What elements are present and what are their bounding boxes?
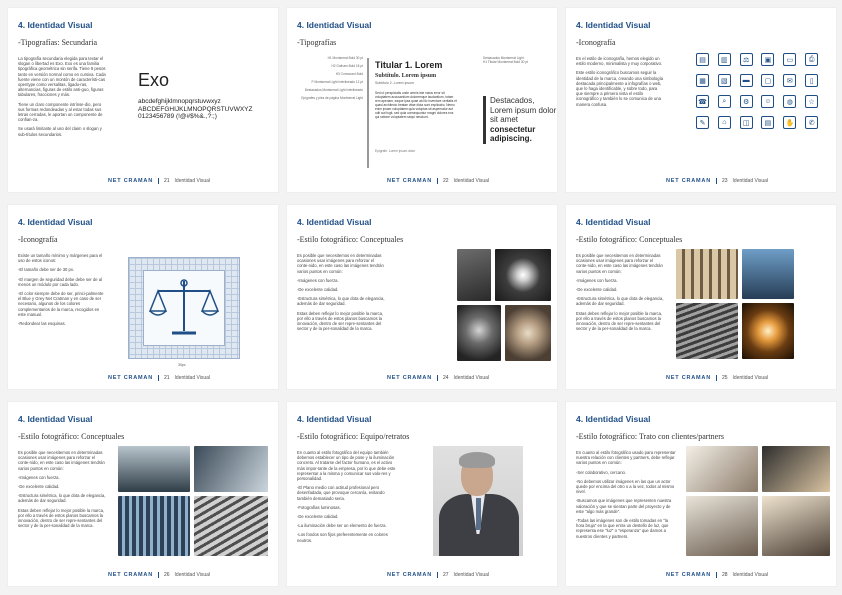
page-title: 4. Identidad Visual xyxy=(18,217,93,227)
brand-logo: NET CRAMAN xyxy=(108,375,153,381)
paragraph: Se usará limitante al uso del claim o slogan y sub-títulos secundarios. xyxy=(18,126,102,137)
page-tipografias xyxy=(287,8,557,192)
type-spec-label: H2 Gotham Bold 18 pt xyxy=(331,64,363,68)
sample-paragraph: Sed ut perspiciatis unde omnis iste natus error sit voluptatem accusantium doloremque laudantium, totam rem aperiam, eaque ipsa quae ab illo inventore veritatis et quasi architecto beatae vitae dicta sunt explicabo. Nemo enim ipsam voluptatem quia voluptas sit aspernatur aut odit aut fugit, sed quia consequuntur magni dolores eos qui ratione voluptatem sequi nesciunt. xyxy=(375,91,457,119)
doc-icon: ▤ xyxy=(696,53,709,66)
page-estilo-fotografico-3 xyxy=(8,402,278,586)
highlight-sample xyxy=(483,96,557,144)
clipboard-icon: ▤ xyxy=(761,116,774,129)
scale-icon xyxy=(144,271,224,345)
page-title: 4. Identidad Visual xyxy=(297,414,372,424)
page-subtitle: -Estilo fotográfico: Conceptuales xyxy=(576,235,683,244)
section-name: Identidad Visual xyxy=(732,572,769,578)
page-subtitle: -Tipografías xyxy=(297,38,337,47)
page-title: 4. Identidad Visual xyxy=(576,217,651,227)
body-text xyxy=(576,56,664,111)
body-text xyxy=(18,56,106,141)
icon-safe-area xyxy=(143,270,225,346)
paragraph: Este estilo iconográfico buscamos seguir la identidad de la marca, creando una simbología destacada principalmente a infografías o web, que lo haga identificable, y sobre todo, para que siempre a primera vista el estilo iconográfico y también lo se comunica de una manera confusa. xyxy=(576,70,664,107)
scale-icon: ⚖ xyxy=(740,53,753,66)
photo-tower xyxy=(194,446,268,492)
type-spec-label: Epígrafes y pies de página Montserrat Light xyxy=(301,96,363,100)
page-footer xyxy=(108,375,210,381)
divider xyxy=(437,572,438,578)
page-title: 4. Identidad Visual xyxy=(18,414,93,424)
page-footer xyxy=(108,572,210,578)
highlight-text: Destacados, Lorem ipsum dolor sit amet xyxy=(490,96,557,124)
brand-logo: NET CRAMAN xyxy=(666,375,711,381)
page-iconografia-reglas xyxy=(8,205,278,389)
chat-icon: ✆ xyxy=(805,116,818,129)
paragraph: -De excelente calidad. xyxy=(297,514,339,520)
page-subtitle: -Estilo fotográfico: Conceptuales xyxy=(18,432,125,441)
brand-logo: NET CRAMAN xyxy=(108,572,153,578)
paragraph: La tipografía secundaria elegida para textar el slogan o libertad es Exo. Exo es una familia tipográfica geométrica sin serifa. Tiene 9 pesos tanto en versión normal como en cursiva. Cada fuente viene con un montón de característi-cas opentype como versalitas, ligadu-ras, alternancias, figuras de estilo anti-guo, figuras tabulares, fracciones y más. xyxy=(18,56,106,98)
type-spec-labels xyxy=(297,56,363,104)
section-name: Identidad Visual xyxy=(732,178,769,184)
paragraph: Es posible que necesitemos en determinadas ocasiones usar imágenes para reforzar el conte-nido, en este caso las imágenes tendrán varios puntos en común: xyxy=(576,253,663,274)
type-spec-label: P Montserrat Light Interlineado 12 pt xyxy=(311,80,363,84)
body-text xyxy=(18,253,106,330)
paragraph: En cuanto al estilo fotográfico usado para representar nuestra relación con clientes y partners, debe reflejar varios puntos en común: xyxy=(576,450,676,466)
handshake-icon: ✋ xyxy=(783,116,796,129)
divider xyxy=(158,572,159,578)
type-spec-label: H3 Cormorant Bold xyxy=(335,72,363,76)
paragraph: -Fotografías luminosas. xyxy=(297,504,341,510)
paragraph: -No debemos utilizar imágenes en las que un actor quede por encima del otro o a la vez, todos al mismo nivel. xyxy=(576,478,675,495)
paragraph: -Buscamos que imágenes que representen nuestra valoración y que se sientan parte del proyecto y de este "algo más grande". xyxy=(576,498,672,514)
globe-icon: ◍ xyxy=(783,95,796,108)
page-title: 4. Identidad Visual xyxy=(297,20,372,30)
page-subtitle: -Iconografía xyxy=(576,38,616,47)
body-text xyxy=(297,450,397,547)
sample-subheading: Subtítulo. Lorem ipsum xyxy=(375,73,437,79)
brand-logo: NET CRAMAN xyxy=(666,572,711,578)
paragraph: -De excelente calidad. xyxy=(297,287,339,293)
page-estilo-fotografico-1 xyxy=(287,205,557,389)
page-number: 28 xyxy=(721,572,728,578)
page-number: 21 xyxy=(163,178,170,184)
page-footer xyxy=(387,178,489,184)
divider xyxy=(437,375,438,381)
paragraph: En el estilo de iconografía, hemos elegido un estilo moderno, minimalista y muy corporativo. xyxy=(576,56,663,67)
body-text xyxy=(297,253,385,335)
paragraph: -Todas las imágenes son de estilo tomadas en "la hora bruja" en la que entra un destello de luz, que representa ese "luz" o "esperanza" que damos a nuestros clientes y partners. xyxy=(576,518,669,539)
paragraph: -La iluminación debe ser un elemento de fuerza. xyxy=(297,523,387,529)
page-estilo-fotografico-clientes xyxy=(566,402,836,586)
page-footer xyxy=(666,178,768,184)
money-icon: ▣ xyxy=(761,53,774,66)
paragraph: -El color siempre debe de ser, princi-palmente el Blue y Grey Net Cratman y en caso de ser necesario, algunos de los colores complementarios de la marca, recogidos en este manual. xyxy=(18,291,104,317)
star-icon: ☆ xyxy=(805,95,818,108)
brand-logo: NET CRAMAN xyxy=(387,375,432,381)
divider xyxy=(716,572,717,578)
page-footer xyxy=(387,572,489,578)
icon-set xyxy=(696,53,821,129)
photo-stairs xyxy=(505,305,551,361)
page-footer xyxy=(666,572,768,578)
page-number: 22 xyxy=(442,178,449,184)
cart-icon: ◫ xyxy=(740,116,753,129)
section-name: Identidad Visual xyxy=(453,178,490,184)
photo-interior xyxy=(194,496,268,556)
section-name: Identidad Visual xyxy=(453,375,490,381)
brand-logo: NET CRAMAN xyxy=(387,572,432,578)
photo-architecture xyxy=(457,249,491,301)
building-icon: ▥ xyxy=(718,53,731,66)
printer-icon: ⎙ xyxy=(805,53,818,66)
pen-icon: ✎ xyxy=(696,116,709,129)
section-name: Identidad Visual xyxy=(174,375,211,381)
paragraph: -De excelente calidad. xyxy=(18,484,60,490)
page-subtitle: -Estilo fotográfico: Conceptuales xyxy=(297,235,404,244)
body-text xyxy=(576,450,676,543)
divider xyxy=(367,58,369,168)
paragraph: Existe un tamaño mínimo y márgenes para el uso de estos iconos: xyxy=(18,253,103,264)
photo-corridor xyxy=(495,249,551,301)
photo-team-table xyxy=(686,496,758,556)
section-name: Identidad Visual xyxy=(174,178,211,184)
hair xyxy=(459,452,495,468)
page-subtitle: -Tipografías: Secundaria xyxy=(18,38,98,47)
photo-team-portrait xyxy=(433,446,523,556)
paragraph: -El margen de seguridad debe debe ser de al menos un módulo por cada lado. xyxy=(18,276,103,287)
photo-building-lines xyxy=(676,303,738,359)
photo-skyscraper xyxy=(742,249,794,299)
paragraph: Estas deben reflejar lo mejor posible la marca, por ello a través de estos planos buscamos la innovación, dentro de ser repre-sentantes del sector y de la per-sonalidad de la marca. xyxy=(297,310,384,332)
mail-icon: ✉ xyxy=(783,74,796,87)
page-footer xyxy=(666,375,768,381)
highlight-strong-text: consectetur adipiscing. xyxy=(490,124,536,143)
page-footer xyxy=(108,178,210,184)
page-estilo-fotografico-2 xyxy=(566,205,836,389)
divider xyxy=(158,178,159,184)
dimension-label: 30px xyxy=(178,363,186,367)
page-number: 25 xyxy=(721,375,728,381)
sample-heading: Titular 1. Lorem xyxy=(375,60,443,70)
paragraph: -Los fondos son fijos preferentemente en colores neutros. xyxy=(297,532,388,543)
page-title: 4. Identidad Visual xyxy=(576,20,651,30)
paragraph: -Estructura simétrica, lo que dota de elegancia, además de dar seguridad. xyxy=(18,493,106,504)
sample-small-heading: Subtítulo 2. Lorem ipsum xyxy=(375,81,414,85)
type-sample xyxy=(375,60,457,153)
photo-handshake xyxy=(762,446,830,492)
body-text xyxy=(18,450,106,532)
page-number: 24 xyxy=(442,375,449,381)
type-spec-label: H1 Montserrat Bold 30 pt xyxy=(327,56,363,60)
page-footer xyxy=(387,375,489,381)
paragraph: En cuanto al estilo fotográfico del equipo también debemos establecer un tipo de pose y la iluminación concreto. Al tratarse del factor humano, es el activo más impor-tante de la empresa, por lo que debe este representar a la misma y comunicar sus valo-res y personalidad. xyxy=(297,450,396,482)
tie xyxy=(476,498,481,530)
page-subtitle: -Estilo fotográfico: Trato con clientes/partners xyxy=(576,432,724,441)
type-spec-labels-right xyxy=(483,56,553,64)
page-iconografia xyxy=(566,8,836,192)
brand-logo: NET CRAMAN xyxy=(387,178,432,184)
photo-city-grid xyxy=(118,496,190,556)
brand-logo: NET CRAMAN xyxy=(666,178,711,184)
paragraph: Es posible que necesitemos en determinadas ocasiones usar imágenes para reforzar el conte-nido, en este caso las imágenes tendrán varios puntos en común: xyxy=(18,450,105,471)
photo-laptop-work xyxy=(762,496,830,556)
sample-caption: Epígrafe. Lorem ipsum dolor xyxy=(375,149,416,153)
divider xyxy=(716,375,717,381)
paragraph: -Ser colaborativo, cercano. xyxy=(576,469,627,475)
photo-dome xyxy=(457,305,501,361)
monitor-icon: ▢ xyxy=(761,74,774,87)
page-number: 26 xyxy=(163,572,170,578)
book-icon: ▯ xyxy=(805,74,818,87)
page-number: 21 xyxy=(163,375,170,381)
paragraph: -Estructura simétrica, lo que dota de elegancia, además de dar seguridad. xyxy=(297,296,385,307)
type-spec-label: H1 Titular Montserrat Bold 30 pt xyxy=(483,60,528,64)
page-title: 4. Identidad Visual xyxy=(297,217,372,227)
paragraph: -El Plano medio con actitud profesional pero desenfadada, que provoque cercanía, evitando también demasiado seria. xyxy=(297,485,385,501)
page-title: 4. Identidad Visual xyxy=(576,414,651,424)
paragraph: Estas deben reflejar lo mejor posible la marca, por ello a través de estos planos buscamos la innovación, dentro de ser repre-sentantes del sector y de la per-sonalidad de la marca. xyxy=(576,310,663,332)
page-tipografia-secundaria xyxy=(8,8,278,192)
paragraph: -Imágenes con fuerza. xyxy=(297,277,339,283)
page-estilo-fotografico-equipo xyxy=(287,402,557,586)
briefcase-icon: ▬ xyxy=(740,74,753,87)
phone-icon: ☎ xyxy=(696,95,709,108)
divider xyxy=(716,178,717,184)
page-title: 4. Identidad Visual xyxy=(18,20,93,30)
font-specimen-name: Exo xyxy=(138,70,170,90)
paragraph: -El tamaño debe ser de 30 px. xyxy=(18,267,75,273)
chart-icon: ▧ xyxy=(718,74,731,87)
paragraph: Estas deben reflejar lo mejor posible la marca, por ello a través de estos planos buscamos la innovación, dentro de ser repre-sentantes del sector y de la per-sonalidad de la marca. xyxy=(18,507,105,529)
page-number: 23 xyxy=(721,178,728,184)
paragraph: -Imágenes con fuerza. xyxy=(576,277,618,283)
search-icon: ⌕ xyxy=(718,95,731,108)
photo-columns xyxy=(676,249,738,299)
user-icon: ☺ xyxy=(761,95,774,108)
paragraph: Tiene un claro componente intrínse-dio, pero sus formas redondeadas y al estar todas sus letras cerradas, le aportan un componente de confian-za. xyxy=(18,101,103,123)
icon-construction-grid xyxy=(128,257,240,359)
paragraph: -Estructura simétrica, lo que dota de elegancia, además de dar seguridad. xyxy=(576,296,664,307)
paragraph: -De excelente calidad. xyxy=(576,287,618,293)
paragraph: -Redondear las esquinas. xyxy=(18,321,66,327)
type-spec-label: Destacados Montserrat Light Interlineado xyxy=(304,88,363,92)
page-subtitle: -Iconografía xyxy=(18,235,58,244)
body-text xyxy=(576,253,664,335)
paragraph: -Imágenes con fuerza. xyxy=(18,474,60,480)
page-subtitle: -Estilo fotográfico: Equipo/retratos xyxy=(297,432,410,441)
divider xyxy=(158,375,159,381)
section-name: Identidad Visual xyxy=(732,375,769,381)
section-name: Identidad Visual xyxy=(453,572,490,578)
section-name: Identidad Visual xyxy=(174,572,211,578)
calendar-icon: ▦ xyxy=(696,74,709,87)
folder-icon: ▭ xyxy=(783,53,796,66)
type-spec-label: Destacados Montserrat Light xyxy=(483,56,524,60)
gear-icon: ⚙ xyxy=(740,95,753,108)
photo-bridge xyxy=(118,446,190,492)
font-specimen-characters: abcdefghijklmnopqrstuvwxyz ABCDEFGHIJKLMNOPQRSTUVWXYZ 0123456789 (!@#$%&.,?:;) xyxy=(138,98,253,120)
house-icon: ⌂ xyxy=(718,116,731,129)
page-number: 27 xyxy=(442,572,449,578)
brand-logo: NET CRAMAN xyxy=(108,178,153,184)
photo-spiral-lights xyxy=(742,303,794,359)
photo-meeting xyxy=(686,446,758,492)
divider xyxy=(437,178,438,184)
paragraph: Es posible que necesitemos en determinadas ocasiones usar imágenes para reforzar el conte-nido, en este caso las imágenes tendrán varios puntos en común: xyxy=(297,253,384,274)
